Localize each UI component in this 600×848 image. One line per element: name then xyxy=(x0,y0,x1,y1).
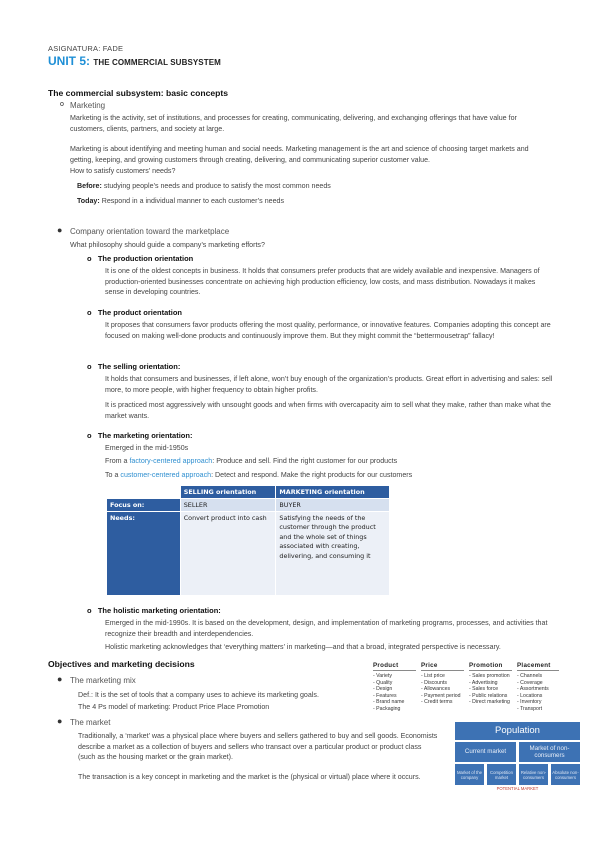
table-cell-seller: SELLER xyxy=(180,499,276,512)
table-row-label-focus: Focus on: xyxy=(107,499,181,512)
marketing-mix-heading: The marketing mix xyxy=(70,676,136,685)
table-corner xyxy=(107,486,181,499)
bullet-dot-icon: ● xyxy=(57,716,63,726)
four-ps-figure xyxy=(373,662,559,718)
table-cell-buyer: BUYER xyxy=(276,499,390,512)
bullet-circle-icon: o xyxy=(60,101,64,108)
company-orientation-heading: Company orientation toward the marketplace xyxy=(70,227,230,236)
table-cell-convert: Convert product into cash xyxy=(180,512,276,596)
non-consumers-box: Market of non-consumers xyxy=(519,742,580,762)
four-ps-model-line: The 4 Ps model of marketing: Product Price Place Promotion xyxy=(78,703,270,711)
population-box: Population xyxy=(455,722,580,740)
customer-centered-line: To a customer-centered approach: Detect and respond. Make the right products for our customers xyxy=(105,471,413,479)
four-ps-placement-items: - Channels - Coverage - Assortments - Locations - Inventory - Transport xyxy=(517,673,549,712)
four-ps-placement-title: Placement xyxy=(517,662,551,669)
marketing-heading: Marketing xyxy=(70,101,106,110)
population-diagram xyxy=(455,722,580,792)
market-paragraph-2: The transaction is a key concept in marketing and the market is the (physical or virtual) place where it occurs. xyxy=(78,773,421,781)
competition-market-box: Competition market xyxy=(487,764,516,785)
production-orientation-text: It is one of the oldest concepts in business. It holds that consumers prefer products that are widely available and inexpensive. Managers of production-oriented businesses concentrate on achieving high production efficiency, low costs, and mass distribution. Nowadays it makes sense in developing countries. xyxy=(105,267,540,297)
customer-centered-link[interactable]: customer-centered approach xyxy=(120,471,212,479)
marketing-mix-definition: Def.: It is the set of tools that a company uses to achieve its marketing goals. xyxy=(78,691,319,699)
four-ps-divider xyxy=(421,670,464,671)
factory-centered-link[interactable]: factory-centered approach xyxy=(129,457,213,465)
philosophy-question: What philosophy should guide a company’s marketing efforts? xyxy=(70,241,265,249)
absolute-non-consumers-box: Absolute non-consumers xyxy=(551,764,580,785)
marketing-definition: Marketing is the activity, set of institutions, and processes for creating, communicating, delivering, and exchanging offerings that have value for customers, clients, partners, and society at large. xyxy=(70,114,517,133)
market-paragraph-1: Traditionally, a ‘market’ was a physical place where buyers and sellers gathered to buy and sell goods. Economists describe a market as a collection of buyers and sellers who transact over a particular product or product class (such as the housing market or the grain market). xyxy=(78,732,438,762)
four-ps-product-title: Product xyxy=(373,662,399,669)
how-to-satisfy: How to satisfy customers’ needs? xyxy=(70,167,176,175)
product-orientation-title: o The product orientation xyxy=(87,308,183,317)
marketing-needs-paragraph: Marketing is about identifying and meeting human and social needs. Marketing management is the art and science of choosing target markets and getting, keeping, and growing customers through creating, delivering, and communicating superior customer value. xyxy=(70,145,529,164)
four-ps-promotion-items: - Sales promotion - Advertising - Sales force - Public relations - Direct marketing xyxy=(469,673,510,706)
four-ps-divider xyxy=(469,670,512,671)
orientation-comparison-table xyxy=(106,485,390,596)
four-ps-divider xyxy=(373,670,416,671)
table-cell-satisfying: Satisfying the needs of the customer through the product and the whole set of things associated with creating, delivering, and consuming it xyxy=(276,512,390,596)
table-header-marketing: MARKETING orientation xyxy=(276,486,390,499)
selling-orientation-text-1: It holds that consumers and businesses, if left alone, won’t buy enough of the organization’s products. Great effort in advertising and sales: sell more, to more people, with higher frequency to obtain higher profits. xyxy=(105,375,553,394)
before-line: Before: studying people’s needs and produce to satisfy the most common needs xyxy=(77,182,331,190)
table-header-selling: SELLING orientation xyxy=(180,486,276,499)
factory-centered-line: From a factory-centered approach: Produce and sell. Find the right customer for our products xyxy=(105,457,398,465)
unit-prefix: UNIT 5: xyxy=(48,54,90,68)
selling-orientation-title: o The selling orientation: xyxy=(87,362,181,371)
four-ps-product-items: - Variety - Quality - Design - Features - Brand name - Packaging xyxy=(373,673,405,712)
four-ps-promotion-title: Promotion xyxy=(469,662,503,669)
table-row-label-needs: Needs: xyxy=(107,512,181,596)
bullet-dot-icon: ● xyxy=(57,674,63,684)
product-orientation-text: It proposes that consumers favor products offering the most quality, performance, or innovative features. Companies adopting this concept are focused on making well-done products and continuously improve them. But they might commit the “bettermousetrap” fallacy! xyxy=(105,321,551,340)
potential-market-caption: POTENTIAL MARKET xyxy=(496,786,539,791)
emerged-1950s: Emerged in the mid-1950s xyxy=(105,444,189,452)
four-ps-price-title: Price xyxy=(421,662,438,669)
section-title-objectives: Objectives and marketing decisions xyxy=(48,659,195,669)
subject-label: ASIGNATURA: FADE xyxy=(48,44,124,53)
company-market-box: Market of the company xyxy=(455,764,484,785)
the-market-heading: The market xyxy=(70,718,111,727)
unit-subtitle: THE COMMERCIAL SUBSYSTEM xyxy=(93,58,221,67)
holistic-orientation-title: o The holistic marketing orientation: xyxy=(87,606,221,615)
bullet-dot-icon: ● xyxy=(57,225,63,235)
section-title-basic-concepts: The commercial subsystem: basic concepts xyxy=(48,88,229,98)
today-line: Today: Respond in a individual manner to each customer’s needs xyxy=(77,197,285,205)
unit-title xyxy=(48,54,221,68)
holistic-text-2: Holistic marketing acknowledges that ‘everything matters’ in marketing—and that a broad, integrated perspective is necessary. xyxy=(105,643,501,651)
relative-non-consumers-box: Relative non-consumers xyxy=(519,764,548,785)
four-ps-divider xyxy=(517,670,559,671)
four-ps-price-items: - List price - Discounts - Allowances - Payment period - Credit terms xyxy=(421,673,461,706)
holistic-text-1: Emerged in the mid-1990s. It is based on the development, design, and implementation of marketing programs, processes, and activities that recognize their breadth and interdependencies. xyxy=(105,619,548,638)
current-market-box: Current market xyxy=(455,742,516,762)
production-orientation-title: o The production orientation xyxy=(87,254,194,263)
marketing-orientation-title: o The marketing orientation: xyxy=(87,431,193,440)
selling-orientation-text-2: It is practiced most aggressively with unsought goods and when firms with overcapacity aim to sell what they make, rather than make what the market wants. xyxy=(105,401,551,420)
